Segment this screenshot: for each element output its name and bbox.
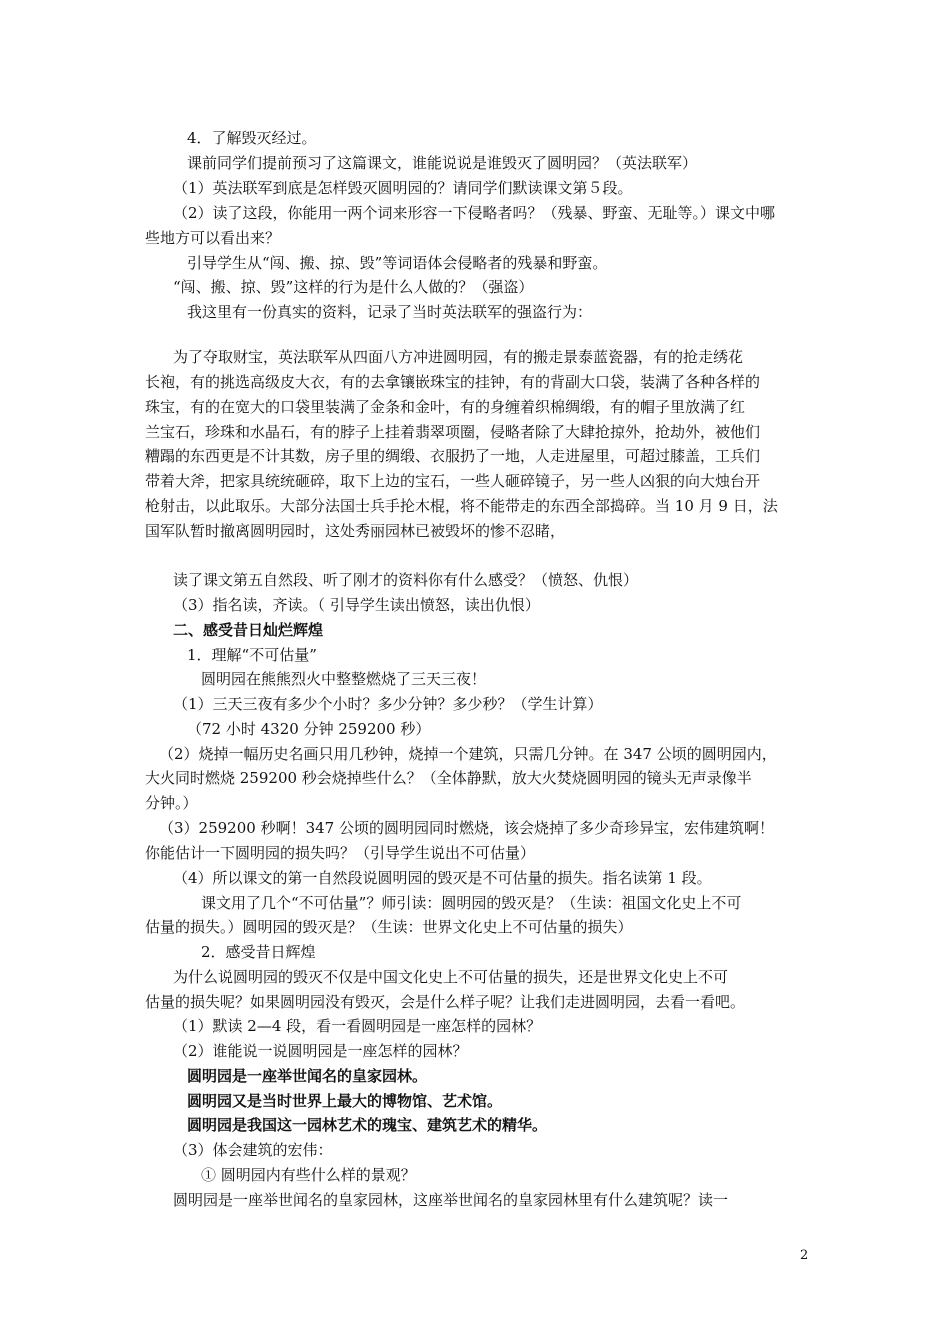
line-25: 大火同时燃烧 259200 秒会烧掉些什么？（全体静默，放大火焚烧圆明园的镜头无声录像半	[145, 769, 752, 787]
line-34: 估量的损失呢？如果圆明园没有毁灭，会是什么样子呢？让我们走进圆明园，去看一看吧。	[145, 993, 746, 1011]
line-22: （1）三天三夜有多少个小时？多少分钟？多少秒？（学生计算）	[173, 695, 603, 713]
section-heading-2: 二、感受昔日灿烂辉煌	[173, 621, 324, 639]
line-2: 课前同学们提前预习了这篇课文，谁能说说是谁毁灭了圆明园？（英法联军）	[187, 154, 698, 172]
line-29: （4）所以课文的第一自然段说圆明园的毁灭是不可估量的损失。指名读第 1 段。	[173, 869, 712, 887]
line-42: 圆明园是一座举世闻名的皇家园林，这座举世闻名的皇家园林里有什么建筑呢？读一	[173, 1191, 729, 1209]
quoted-material-line-2: 长袍，有的挑选高级皮大衣，有的去拿镶嵌珠宝的挂钟，有的背副大口袋，装满了各种各样的	[145, 373, 761, 391]
line-41: ① 圆明园内有些什么样的景观？	[201, 1166, 416, 1184]
line-33: 为什么说圆明园的毁灭不仅是中国文化史上不可估量的损失，还是世界文化史上不可	[173, 968, 729, 986]
line-36: （2）谁能说一说圆明园是一座怎样的园林？	[173, 1042, 468, 1060]
line-32: 2．感受昔日辉煌	[201, 943, 316, 961]
quoted-material-line-5: 糟蹋的东西更是不计其数，房子里的绸缎、衣服扔了一地，人走进屋里，可超过膝盖，工兵们	[145, 447, 761, 465]
page-number: 2	[800, 1248, 809, 1263]
line-1: 4．了解毁灭经过。	[187, 129, 317, 147]
bold-statement-2: 圆明园又是当时世界上最大的博物馆、艺术馆。	[187, 1092, 503, 1110]
bold-statement-3: 圆明园是我国这一园林艺术的瑰宝、建筑艺术的精华。	[187, 1116, 548, 1134]
line-40: （3）体会建筑的宏伟：	[173, 1141, 333, 1159]
line-20: 1．理解“不可估量”	[187, 646, 317, 664]
line-18: （3）指名读，齐读。（ 引导学生读出愤怒，读出仇恨）	[173, 596, 540, 614]
line-24: （2）烧掉一幅历史名画只用几秒钟，烧掉一个建筑，只需几分钟。在 347 公顷的圆明园内，	[159, 745, 777, 763]
line-5: 些地方可以看出来？	[145, 229, 281, 247]
quoted-material-line-8: 国军队暂时撤离圆明园时，这处秀丽园林已被毁坏的惨不忍睹，	[145, 522, 566, 540]
quoted-material-line-4: 兰宝石，珍珠和水晶石，有的脖子上挂着翡翠项圈，侵略者除了大肆抢掠外，抢劫外，被他们	[145, 423, 761, 441]
quoted-material-line-6: 带着大斧，把家具统统砸碎，取下上边的宝石，一些人砸碎镜子，另一些人凶狠的向大烛台开	[145, 472, 761, 490]
quoted-material-line-3: 珠宝，有的在宽大的口袋里装满了金条和金叶，有的身缠着织棉绸缎，有的帽子里放满了红	[145, 398, 746, 416]
quoted-material-line-7: 枪射击，以此取乐。大部分法国士兵手抡木棍，将不能带走的东西全部捣碎。当 10 月 9 日，法	[145, 497, 778, 515]
line-35: （1）默读 2—4 段，看一看圆明园是一座怎样的园林？	[173, 1017, 542, 1035]
line-26: 分钟。）	[145, 794, 198, 812]
line-28: 你能估计一下圆明园的损失吗？（引导学生说出不可估量）	[145, 844, 536, 862]
line-21: 圆明园在熊熊烈火中整整燃烧了三天三夜！	[201, 670, 487, 688]
line-6: 引导学生从“闯、搬、掠、毁”等词语体会侵略者的残暴和野蛮。	[187, 254, 608, 272]
line-23: （72 小时 4320 分钟 259200 秒）	[187, 720, 431, 738]
line-4: （2）读了这段，你能用一两个词来形容一下侵略者吗？（残暴、野蛮、无耻等。）课文中哪	[173, 204, 776, 222]
bold-statement-1: 圆明园是一座举世闻名的皇家园林。	[187, 1067, 428, 1085]
line-30: 课文用了几个“不可估量”？师引读：圆明园的毁灭是？（生读：祖国文化史上不可	[201, 894, 742, 912]
line-7: “闯、搬、掠、毁”这样的行为是什么人做的？（强盗）	[173, 278, 534, 296]
line-3: （1）英法联军到底是怎样毁灭圆明园的？请同学们默读课文第５段。	[173, 179, 633, 197]
line-8: 我这里有一份真实的资料，记录了当时英法联军的强盗行为：	[187, 303, 593, 321]
line-17: 读了课文第五自然段、听了刚才的资料你有什么感受？（愤怒、仇恨）	[173, 571, 639, 589]
line-31: 估量的损失。）圆明园的毁灭是？（生读：世界文化史上不可估量的损失）	[145, 918, 633, 936]
line-27: （3）259200 秒啊！347 公顷的圆明园同时燃烧，该会烧掉了多少奇珍异宝，宏伟建筑啊！	[159, 819, 774, 837]
quoted-material-line-1: 为了夺取财宝，英法联军从四面八方冲进圆明园，有的搬走景泰蓝瓷器，有的抢走绣花	[173, 348, 744, 366]
